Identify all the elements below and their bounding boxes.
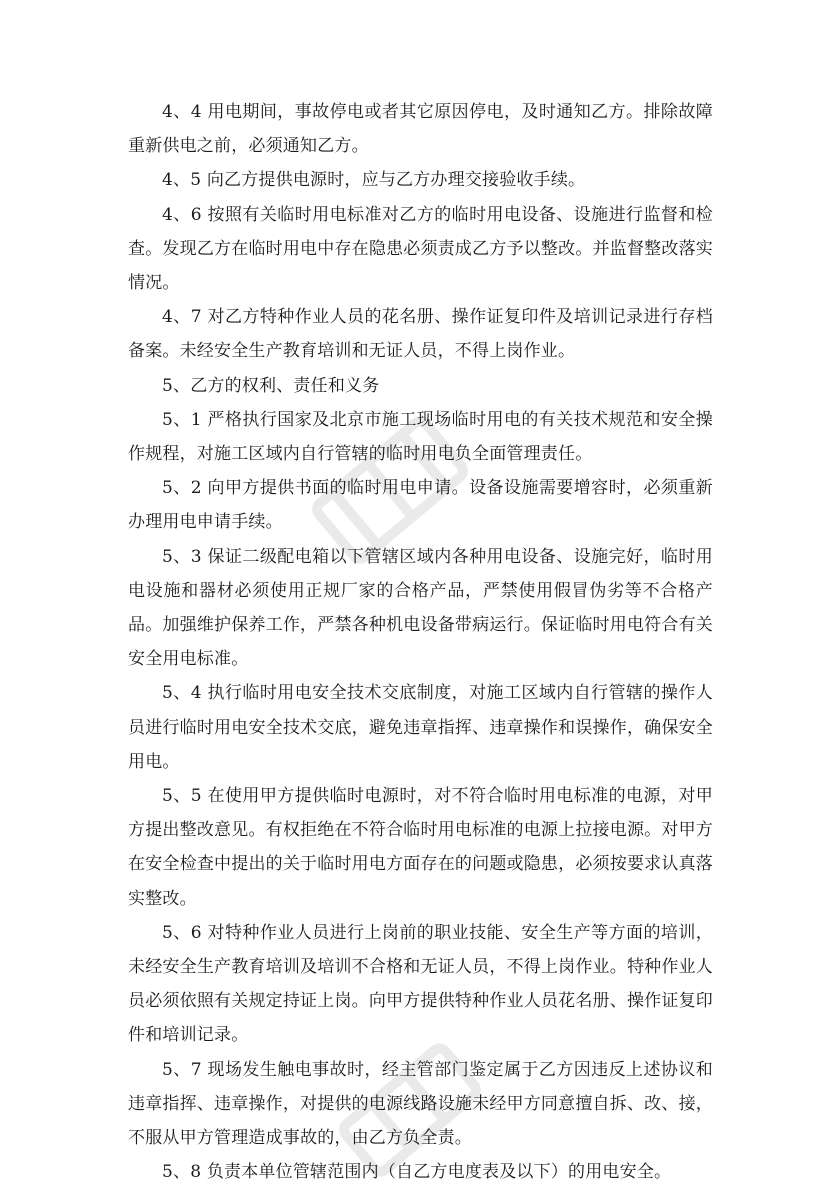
paragraph: 5、3 保证二级配电箱以下管辖区域内各种用电设备、设施完好，临时用电设施和器材必须使用正规厂家的合格产品，严禁使用假冒伪劣等不合格产品。加强维护保养工作，严禁各种机电设备带病运行。保证临时用电符合有关安全用电标准。: [128, 546, 713, 670]
paragraph: 5、7 现场发生触电事故时，经主管部门鉴定属于乙方因违反上述协议和违章指挥、违章操作，对提供的电源线路设施未经甲方同意擅自拆、改、接，不服从甲方管理造成事故的，由乙方负全责。: [128, 1059, 713, 1149]
paragraph: 5、6 对特种作业人员进行上岗前的职业技能、安全生产等方面的培训，未经安全生产教育培训及培训不合格和无证人员，不得上岗作业。特种作业人员必须依照有关规定持证上岗。向甲方提供特种作业人员花名册、操作证复印件和培训记录。: [128, 922, 713, 1046]
paragraph: 4、7 对乙方特种作业人员的花名册、操作证复印件及培训记录进行存档备案。未经安全生产教育培训和无证人员，不得上岗作业。: [128, 307, 713, 362]
section-heading: 5、乙方的权利、责任和义务: [162, 375, 380, 396]
paragraph: 4、5 向乙方提供电源时，应与乙方办理交接验收手续。: [162, 170, 586, 191]
paragraph: 4、4 用电期间，事故停电或者其它原因停电，及时通知乙方。排除故障重新供电之前，必须通知乙方。: [128, 102, 713, 157]
document-body: [128, 95, 713, 1190]
paragraph: 5、2 向甲方提供书面的临时用电申请。设备设施需要增容时，必须重新办理用电申请手续。: [128, 478, 713, 533]
paragraph: 5、8 负责本单位管辖范围内（自乙方电度表及以下）的用电安全。: [162, 1162, 672, 1183]
paragraph: 4、6 按照有关临时用电标准对乙方的临时用电设备、设施进行监督和检查。发现乙方在临时用电中存在隐患必须责成乙方予以整改。并监督整改落实情况。: [128, 204, 713, 294]
paragraph: 5、1 严格执行国家及北京市施工现场临时用电的有关技术规范和安全操作规程，对施工区域内自行管辖的临时用电负全面管理责任。: [128, 409, 713, 465]
paragraph: 5、5 在使用甲方提供临时电源时，对不符合临时用电标准的电源，对甲方提出整改意见。有权拒绝在不符合临时用电标准的电源上拉接电源。对甲方在安全检查中提出的关于临时用电方面存在的问题或隐患，必须按要求认真落实整改。: [128, 786, 713, 909]
paragraph: 5、4 执行临时用电安全技术交底制度，对施工区域内自行管辖的操作人员进行临时用电安全技术交底，避免违章指挥、违章操作和误操作，确保安全用电。: [128, 683, 713, 772]
